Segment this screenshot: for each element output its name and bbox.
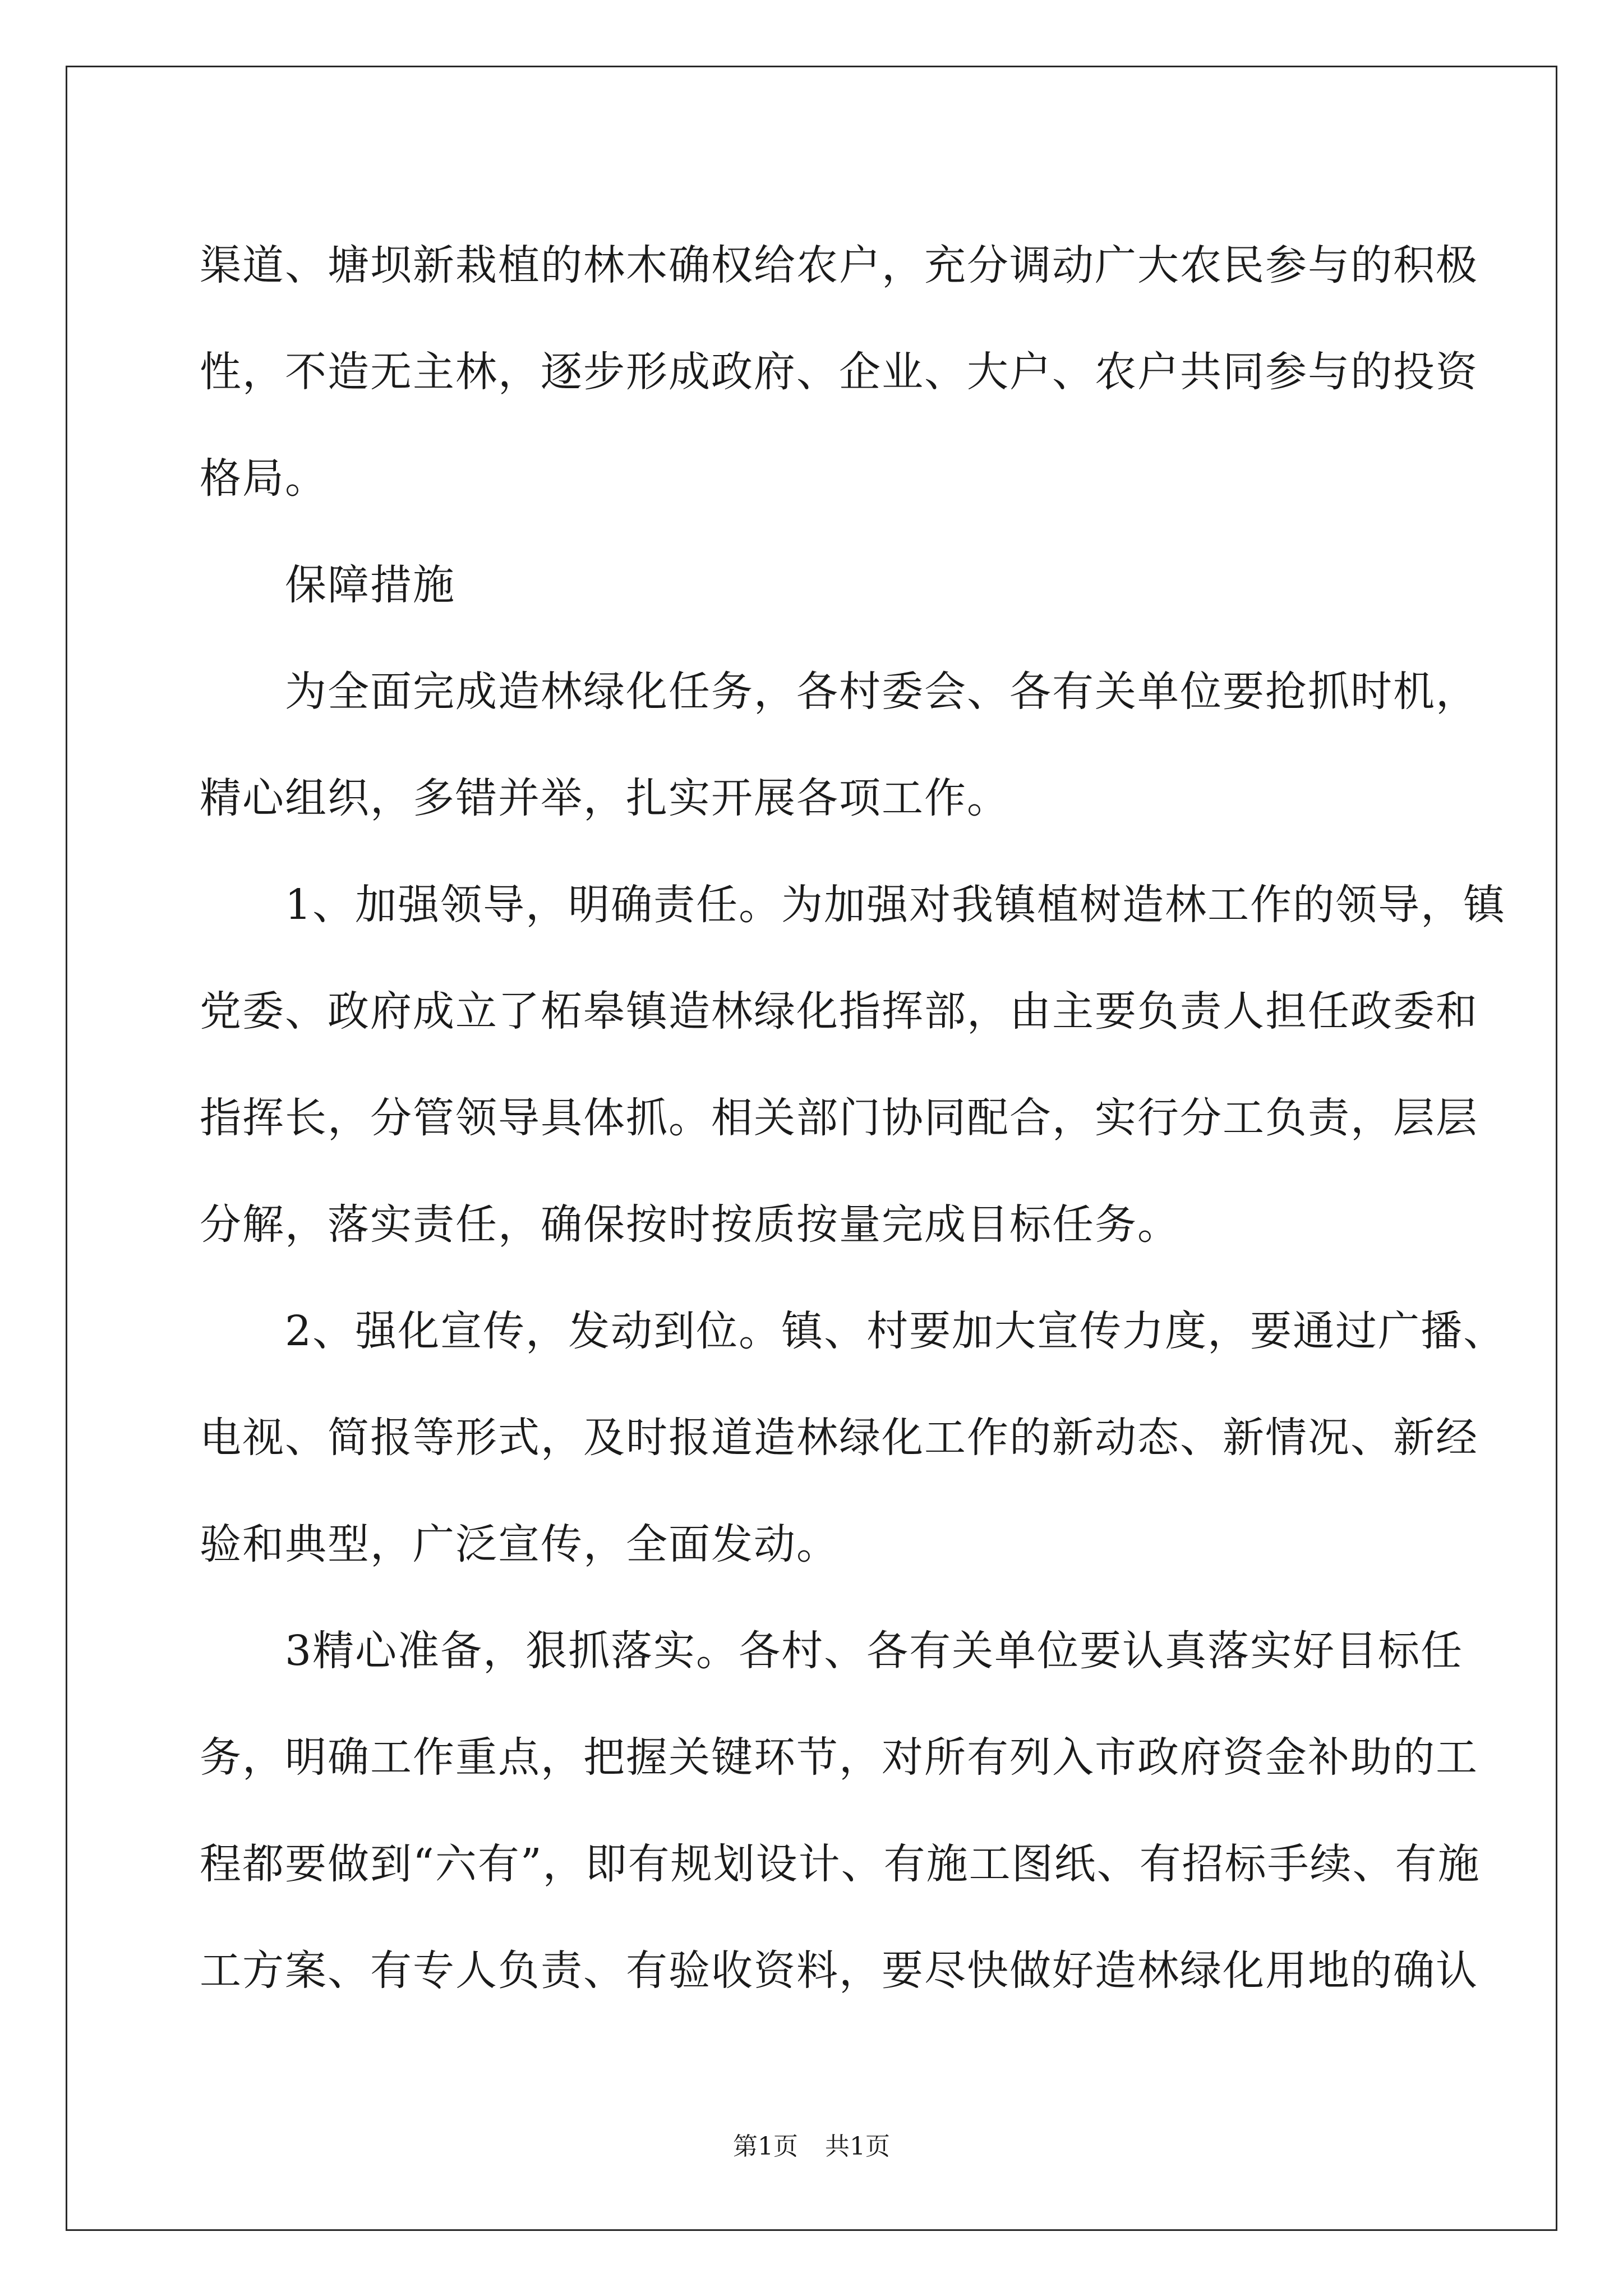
text-line: 分解，落实责任，确保按时按质按量完成目标任务。 [200, 1200, 1180, 1249]
text-line: 党委、政府成立了柘皋镇造林绿化指挥部，由主要负责人担任政委和 [200, 987, 1478, 1036]
text-line: 程都要做到“六有”，即有规划设计、有施工图纸、有招标手续、有施 [200, 1840, 1481, 1888]
text-line: 验和典型，广泛宣传，全面发动。 [200, 1520, 839, 1568]
text-line: 1、加强领导，明确责任。为加强对我镇植树造林工作的领导，镇 [200, 881, 1506, 929]
text-line: 3精心准备，狠抓落实。各村、各有关单位要认真落实好目标任 [200, 1627, 1464, 1675]
text-line: 为全面完成造林绿化任务，各村委会、各有关单位要抢抓时机， [200, 668, 1478, 716]
text-line: 性，不造无主林，逐步形成政府、企业、大户、农户共同参与的投资 [200, 348, 1478, 396]
text-line: 工方案、有专人负责、有验收资料，要尽快做好造林绿化用地的确认 [200, 1947, 1478, 1995]
document-body [200, 212, 1506, 2024]
text-line: 电视、简报等形式，及时报道造林绿化工作的新动态、新情况、新经 [200, 1414, 1478, 1462]
text-line: 务，明确工作重点，把握关键环节，对所有列入市政府资金补助的工 [200, 1733, 1478, 1782]
page-footer [0, 2126, 1623, 2162]
text-line: 精心组织，多错并举，扎实开展各项工作。 [200, 774, 1009, 822]
text-line: 格局。 [200, 454, 328, 503]
text-line: 指挥长，分管领导具体抓。相关部门协同配合，实行分工负责，层层 [200, 1094, 1478, 1142]
section-heading: 保障措施 [200, 561, 455, 609]
text-line: 渠道、塘坝新栽植的林木确权给农户，充分调动广大农民参与的积极 [200, 241, 1478, 289]
page-number: 第1页 [733, 2132, 798, 2161]
text-line: 2、强化宣传，发动到位。镇、村要加大宣传力度，要通过广播、 [200, 1307, 1506, 1355]
page-total: 共1页 [825, 2132, 890, 2161]
